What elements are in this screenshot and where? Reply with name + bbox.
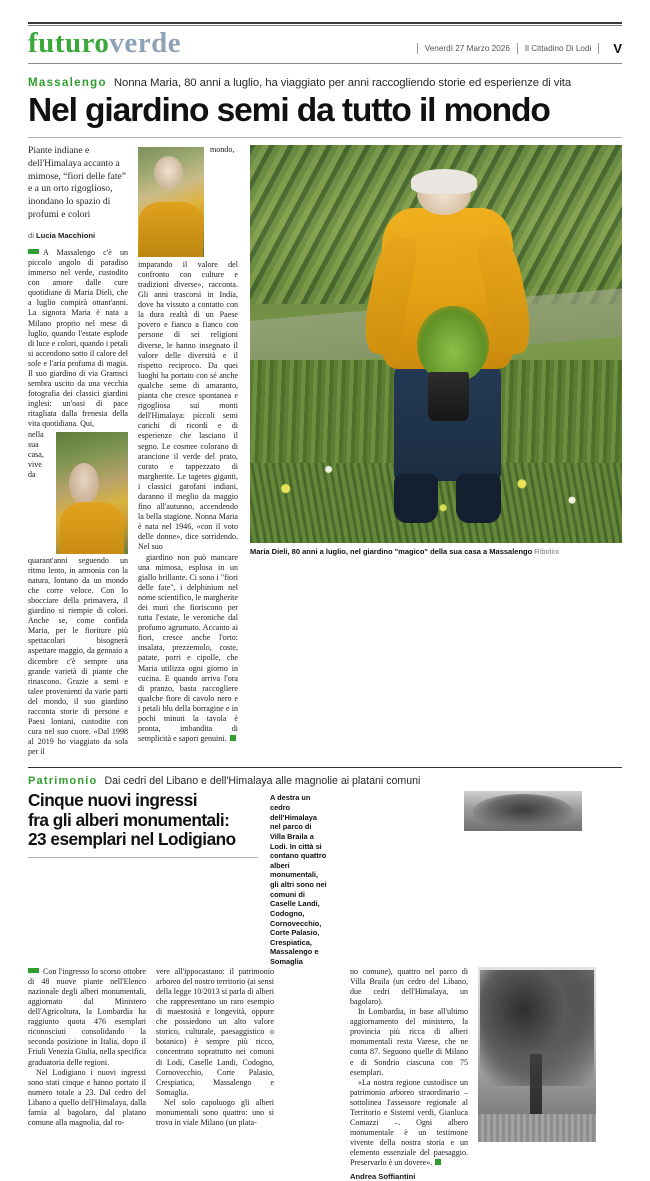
bottom-tree-photo-column (478, 967, 596, 1181)
bottom-col4-para1: no comune), quattro nel parco di Villa Braila (un cedro del Libano, due cedri dell'Himalaya, un bagolaro). (350, 966, 468, 1006)
masthead (28, 22, 622, 64)
top-column-1 (28, 145, 138, 758)
top-col2-para1 (138, 145, 238, 553)
bottom-col4-para3-text: «La nostra regione custodisce un patrimonio arboreo straordinario – sottolinea l'assessore regionale al Territorio e Sistemi verdi, Gianluca Comazzi –. Ogni albero monumentale è un testimone vivente della nostra storia e un elemento essenziale del paesaggio. Preservarlo è un dovere». (350, 1077, 468, 1168)
page-marker: V (613, 41, 622, 56)
photo-person-boot-left (394, 474, 439, 523)
byline-prefix: di (28, 230, 34, 240)
masthead-bottom-rule (28, 63, 622, 64)
bottom-column-1 (28, 967, 156, 1181)
bottom-column-2 (156, 967, 284, 1181)
top-col2-para1-text: mondo, imparando il valore del confronto con culture e tradizioni diverse», racconta. Gli anni trascorsi in India, dove ha vissuto a contatto con la dura realtà di un Paese povero e fianco a fianco con persone di sei religioni diverse, le hanno insegnato il valore delle diversità e il rispetto reciproco. Da quei luoghi ha portato con sé anche qualche seme di amaranto, pianta che cresce spontanea e rigogliosa sui monti dell'Himalaya: piccoli semi carichi di ricordi e di esperienze che lasciano il segno. Le cosmee colorano di arancione il verde del prato, curato e tappezzato di margherite. Le tagetes giganti, i classici garofani indiani, daranno il meglio da maggio fino all'autunno, accendendo la bella stagione. Nonna Maria è nata nel 1946, «con il voto delle donne», dice sorridendo. Nel suo (138, 144, 238, 552)
photo-flower-pot (428, 372, 470, 421)
masthead-row (28, 26, 622, 61)
meta-divider-2 (517, 43, 518, 54)
top-col1-para1 (28, 248, 128, 430)
bottom-headline-line1: Cinque nuovi ingressi (28, 790, 198, 811)
bottom-col4-para2: In Lombardia, in base all'ultimo aggiornamento del ministero, la provincia più ricca di alberi monumentali resta Varese, che ne conta 87. Seguono quelle di Milano e di Sondrio ciascuna con 75 esemplari. (350, 1007, 468, 1077)
green-square-bullet (28, 249, 39, 254)
top-col1-para1-text: A Massalengo c'è un piccolo angolo di paradiso immerso nel verde, custodito con amore dalle cure quotidiane di Maria Dieli, che a luglio compirà ottant'anni. La signora Maria è nata a Milano proprio nel mese di luglio, quando l'estate esplode di luce e colori, quando i petali si accendono sotto il calore del sole e l'aria profuma di magia. Il suo giardino di via Gramsci sembra uscito da una vecchia fotografia dei classici giardini inglesi: un'oasi di pace ritagliata dalla frenesia della vita quotidiana. Qui, (28, 247, 128, 429)
photo-person-boot-right (456, 474, 501, 523)
bottom-headline-line3: 23 esemplari nel Lodigiano (28, 828, 236, 849)
bottom-article (28, 775, 622, 1180)
bottom-photo-caption: A destra un cedro dell'Himalaya nel parco di Villa Braila a Lodi. In città si contano quattro alberi monumentali, gli altri sono nei comuni di Caselle Landi, Codogno, Cornovecchio, Corte Palasio, Crespiatica, Massalengo e Somaglia (270, 793, 327, 967)
photo-potted-plant-foliage (417, 306, 488, 383)
inline-portrait-photo-2 (138, 147, 204, 257)
bottom-kicker-row (28, 775, 622, 787)
tree-ground (478, 1114, 596, 1142)
end-of-article-square-2 (435, 1159, 441, 1165)
top-photo-block (250, 145, 622, 758)
end-of-article-square (230, 735, 236, 741)
top-byline (28, 231, 128, 240)
bottom-col4-para3 (350, 1078, 468, 1169)
bottom-col1-para2: Nel Lodigiano i nuovi ingressi sono stati cinque e hanno portato il numero totale a 23. Dal cedro del Libano a quello dell'Himalaya, dalla farnia al bagolaro, dal platano comune alla magnolia, dal ro- (28, 1067, 146, 1128)
top-intro: Piante indiane e dell'Himalaya accanto a mimose, “fiori delle fate” e a un orto rigoglioso, inondano lo spazio di profumi e colori (28, 144, 127, 221)
top-headline: Nel giardino semi da tutto il mondo (28, 92, 550, 129)
bottom-column-4 (350, 967, 478, 1181)
section-logo-part2: o (94, 27, 110, 59)
meta-divider-1 (417, 43, 418, 54)
photo-credit: Ribolini (534, 546, 559, 556)
publication-name: Il Cittadino Di Lodi (524, 44, 592, 53)
bottom-caption-spacer (284, 849, 350, 1181)
top-kicker-row (28, 77, 622, 89)
bottom-col2-para2: Nel solo capoluogo gli alberi monumentali sono quattro: uno si trova in viale Milano (un plata- (156, 1097, 274, 1128)
section-divider-rule (28, 767, 622, 768)
bottom-col1-para1-text: Con l'ingresso lo scorso ottobre di 48 nuove piante nell'Elenco nazionale degli alberi monumentali, aggiornato dal Ministero dell'Agricoltura, la Lombardia ha raggiunto quota 476 esemplari riconosciuti consolidando la seconda posizione in Italia, dopo il Friuli Venezia Giulia, nella specifica graduatoria delle regioni. (28, 966, 146, 1067)
green-square-bullet-2 (28, 968, 39, 973)
bottom-photo-column (464, 791, 582, 966)
tree-photo-small (464, 791, 582, 831)
top-kicker: Massalengo (28, 77, 107, 89)
bottom-signature: Andrea Soffiantini (350, 1171, 416, 1181)
top-column-2 (138, 145, 248, 758)
byline-author: Lucia Macchioni (36, 230, 96, 240)
bottom-headline (28, 791, 258, 849)
top-col2-para2 (138, 553, 238, 745)
masthead-meta (410, 41, 622, 61)
top-headline-rule (28, 137, 622, 138)
caption-text: Maria Dieli, 80 anni a luglio, nel giardino "magico" della sua casa a Massalengo (250, 546, 533, 556)
top-article (28, 77, 622, 757)
top-article-body (28, 145, 622, 758)
bottom-standfirst: Dai cedri del Libano e dell'Himalaya alle magnolie ai platani comuni (104, 775, 421, 788)
main-photo (250, 145, 622, 543)
top-standfirst: Nonna Maria, 80 anni a luglio, ha viaggiato per anni raccogliendo storie ed esperienze di vita (113, 77, 572, 89)
top-col1-para2: nella sua casa, vive da quarant'anni seguendo un ritmo lento, in armonia con la natura, lontano da un mondo che corre veloce. Con lo sbocciare della primavera, il giardino si riempie di colori. Anche se, come confida Maria, per le fioriture più spettacolari bisognerà aspettare maggio, da gennaio a dicembre c'è sempre una grande varietà di piante che rinascono. Grazie a semi e talee provenienti da varie parti del mondo, il suo giardino racconta storie di persone e Paesi lontani, custodite con cura nel suo cuore. «Dal 1998 al 2019 ho viaggiato da sola per il (28, 429, 128, 757)
section-logo-part3: verde (109, 27, 182, 59)
section-logo (28, 29, 181, 61)
bottom-col1-para1 (28, 967, 146, 1068)
section-logo-part1: futur (28, 27, 95, 59)
bottom-kicker: Patrimonio (28, 775, 98, 788)
bottom-headline-block (28, 791, 270, 966)
photo-person-hair (411, 169, 476, 194)
photo-person (373, 173, 522, 523)
meta-divider-3 (598, 43, 599, 54)
bottom-spacer-col (336, 791, 464, 966)
top-col2-para2-text: giardino non può mancare una mimosa, esplosa in un giallo brillante. Ci sono i "fiori delle fate", i delphinium nel nome scientifico, le margherite dei muri che fioriscono per tutta l'estate, le veroniche dal profumo agrumato. Accanto ai fiori, cresce anche l'orto: insalata, prezzemolo, coste, patate, porri e cipolle, che Maria utilizza ogni giorno in cucina. E quando arriva l'ora di pranzo, basta raccogliere qualche fiore di cavolo nero e i petali blu della borragine e in pochi minuti la tavola è pronta, imbandita di semplicità e sapori genuini. (138, 552, 238, 744)
bottom-headline-line2: fra gli alberi monumentali: (28, 809, 230, 830)
bottom-col2-para1: vere all'ippocastano: il patrimonio arboreo del nostro territorio (ai sensi della legge 10/2013 si parla di alberi che rappresentano un raro esempio di maestosità e longevità, oppure che possiedono un alto valore storico, culturale, paesaggistico o botanico) è sempre più ricco, concentrato soprattutto nei comuni di Lodi, Caselle Landi, Codogno, Cornovecchio, Corte Palasio, Crespiatica, Massalengo e Somaglia. (156, 966, 274, 1097)
issue-date: Venerdì 27 Marzo 2026 (424, 44, 510, 53)
inline-portrait-photo (56, 432, 128, 554)
main-photo-caption (250, 547, 622, 556)
tree-photo-large (478, 967, 596, 1142)
